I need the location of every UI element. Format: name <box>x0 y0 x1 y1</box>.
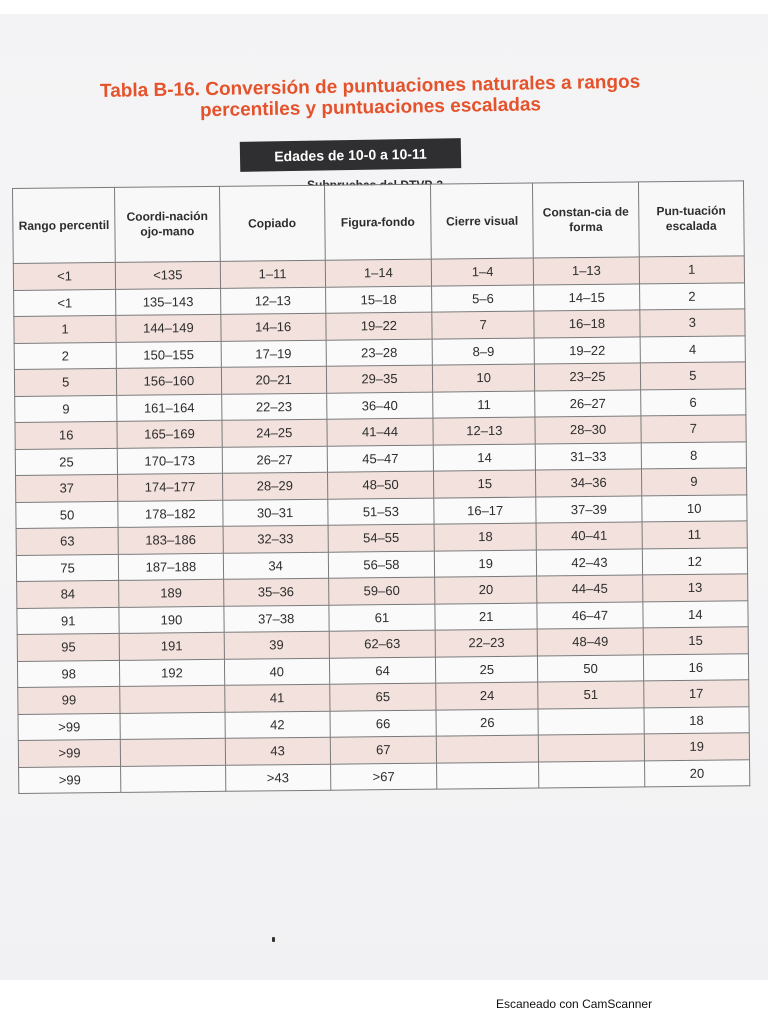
header-coordinacion-ojo-mano: Coordi-nación ojo-mano <box>115 186 220 262</box>
cell-coordinacion: 189 <box>119 579 224 607</box>
cell-coordinacion: 161–164 <box>117 394 222 422</box>
cell-figura-fondo: 36–40 <box>326 392 433 420</box>
cell-copiado: 22–23 <box>221 393 327 421</box>
cell-constancia-forma <box>538 707 644 735</box>
cell-copiado: 43 <box>225 737 331 765</box>
cell-rango-percentil: 50 <box>16 501 119 529</box>
cell-rango-percentil: >99 <box>19 766 122 794</box>
cell-coordinacion: 144–149 <box>116 314 221 342</box>
cell-rango-percentil: 16 <box>15 421 118 449</box>
cell-coordinacion: 150–155 <box>116 341 221 369</box>
cell-cierre-visual <box>437 762 540 790</box>
cell-cierre-visual: 22–23 <box>435 629 538 657</box>
cell-coordinacion: 191 <box>119 632 224 660</box>
cell-coordinacion: 174–177 <box>118 473 223 501</box>
cell-coordinacion: 135–143 <box>116 288 221 316</box>
cell-cierre-visual: 18 <box>434 523 537 551</box>
cell-figura-fondo: 56–58 <box>328 551 435 579</box>
cell-copiado: 17–19 <box>221 340 327 368</box>
header-puntuacion-escalada: Pun-tuación escalada <box>638 181 744 257</box>
cell-figura-fondo: 64 <box>329 657 436 685</box>
header-rango-percentil: Rango percentil <box>13 187 116 263</box>
cell-figura-fondo: 59–60 <box>328 577 435 605</box>
cell-puntuacion-escalada: 10 <box>641 494 747 522</box>
header-constancia-de-forma: Constan-cia de forma <box>533 182 639 258</box>
age-banner: Edades de 10-0 a 10-11 <box>240 138 461 172</box>
cell-copiado: 40 <box>224 658 330 686</box>
cell-rango-percentil: <1 <box>14 289 117 317</box>
conversion-table <box>12 180 750 794</box>
cell-copiado: 24–25 <box>221 419 327 447</box>
cell-coordinacion: 190 <box>119 606 224 634</box>
cell-figura-fondo: 15–18 <box>325 286 432 314</box>
cell-constancia-forma: 1–13 <box>534 257 640 285</box>
cell-coordinacion: 170–173 <box>117 447 222 475</box>
cell-rango-percentil: <1 <box>13 262 116 290</box>
cell-copiado: 37–38 <box>223 605 329 633</box>
cell-copiado: 35–36 <box>223 578 329 606</box>
cell-copiado: >43 <box>225 764 331 792</box>
cell-puntuacion-escalada: 9 <box>641 468 747 496</box>
cell-puntuacion-escalada: 17 <box>643 680 749 708</box>
cell-figura-fondo: 29–35 <box>326 365 433 393</box>
cell-rango-percentil: 2 <box>14 342 117 370</box>
cell-constancia-forma: 31–33 <box>536 442 642 470</box>
cell-constancia-forma: 40–41 <box>536 522 642 550</box>
cell-rango-percentil: 5 <box>14 368 117 396</box>
cell-constancia-forma: 50 <box>538 654 644 682</box>
cell-figura-fondo: 45–47 <box>327 445 434 473</box>
cell-puntuacion-escalada: 14 <box>643 600 749 628</box>
cell-puntuacion-escalada: 15 <box>643 627 749 655</box>
cell-copiado: 42 <box>225 711 331 739</box>
cell-coordinacion: 165–169 <box>117 420 222 448</box>
cell-puntuacion-escalada: 2 <box>639 282 745 310</box>
cell-constancia-forma: 16–18 <box>534 310 640 338</box>
cell-figura-fondo: 67 <box>330 736 437 764</box>
cell-coordinacion: 192 <box>120 659 225 687</box>
cell-cierre-visual: 10 <box>432 364 535 392</box>
cell-puntuacion-escalada: 16 <box>643 653 749 681</box>
cell-puntuacion-escalada: 3 <box>639 309 745 337</box>
cell-rango-percentil: 63 <box>16 527 119 555</box>
cell-coordinacion: 178–182 <box>118 500 223 528</box>
cell-cierre-visual <box>436 735 539 763</box>
cell-cierre-visual: 25 <box>436 656 539 684</box>
cell-cierre-visual: 16–17 <box>434 497 537 525</box>
header-figura-fondo: Figura-fondo <box>324 184 431 260</box>
cell-copiado: 20–21 <box>221 366 327 394</box>
table-body <box>13 256 750 794</box>
cell-constancia-forma: 48–49 <box>538 628 644 656</box>
cell-rango-percentil: 1 <box>14 315 117 343</box>
conversion-table-wrapper <box>12 180 750 794</box>
cell-constancia-forma: 51 <box>538 681 644 709</box>
cell-cierre-visual: 5–6 <box>432 285 535 313</box>
cell-figura-fondo: 1–14 <box>325 259 432 287</box>
cell-constancia-forma <box>539 760 645 788</box>
cell-cierre-visual: 11 <box>433 391 536 419</box>
cell-copiado: 28–29 <box>222 472 328 500</box>
cell-coordinacion: 156–160 <box>117 367 222 395</box>
cell-puntuacion-escalada: 5 <box>640 362 746 390</box>
cell-cierre-visual: 1–4 <box>431 258 534 286</box>
cell-puntuacion-escalada: 11 <box>642 521 748 549</box>
cell-constancia-forma: 37–39 <box>536 495 642 523</box>
header-copiado: Copiado <box>219 185 325 261</box>
cell-cierre-visual: 24 <box>436 682 539 710</box>
cell-copiado: 39 <box>224 631 330 659</box>
cell-copiado: 26–27 <box>222 446 328 474</box>
cell-figura-fondo: 51–53 <box>328 498 435 526</box>
cell-constancia-forma: 19–22 <box>534 336 640 364</box>
cell-puntuacion-escalada: 8 <box>641 441 747 469</box>
cell-constancia-forma <box>539 734 645 762</box>
cell-figura-fondo: 23–28 <box>326 339 433 367</box>
footer-area <box>0 980 768 1024</box>
cell-cierre-visual: 8–9 <box>432 338 535 366</box>
cell-constancia-forma: 26–27 <box>535 389 641 417</box>
cell-puntuacion-escalada: 13 <box>642 574 748 602</box>
cell-coordinacion <box>120 712 225 740</box>
cell-cierre-visual: 21 <box>435 603 538 631</box>
cell-coordinacion: 187–188 <box>119 553 224 581</box>
cell-rango-percentil: 37 <box>16 474 119 502</box>
cell-copiado: 12–13 <box>220 287 326 315</box>
cell-cierre-visual: 26 <box>436 709 539 737</box>
cell-figura-fondo: 61 <box>329 604 436 632</box>
cell-puntuacion-escalada: 20 <box>644 759 750 787</box>
cell-coordinacion: <135 <box>116 261 221 289</box>
cell-figura-fondo: 41–44 <box>327 418 434 446</box>
cell-figura-fondo: 54–55 <box>328 524 435 552</box>
cell-cierre-visual: 15 <box>434 470 537 498</box>
cell-figura-fondo: >67 <box>330 763 437 791</box>
title-line-2: percentiles y puntuaciones escaladas <box>199 94 542 122</box>
cell-puntuacion-escalada: 19 <box>644 733 750 761</box>
cell-rango-percentil: >99 <box>18 739 121 767</box>
header-row <box>13 181 745 264</box>
cell-puntuacion-escalada: 12 <box>642 547 748 575</box>
title-line-1: Tabla B-16. Conversión de puntuaciones naturales a rangos <box>99 71 641 102</box>
cell-figura-fondo: 65 <box>330 683 437 711</box>
cell-puntuacion-escalada: 18 <box>644 706 750 734</box>
cell-puntuacion-escalada: 6 <box>640 388 746 416</box>
cell-figura-fondo: 62–63 <box>329 630 436 658</box>
cell-figura-fondo: 66 <box>330 710 437 738</box>
cell-copiado: 34 <box>223 552 329 580</box>
cell-coordinacion <box>121 765 226 793</box>
cell-figura-fondo: 19–22 <box>326 312 433 340</box>
cell-copiado: 30–31 <box>222 499 328 527</box>
cell-constancia-forma: 46–47 <box>537 601 643 629</box>
cell-constancia-forma: 42–43 <box>537 548 643 576</box>
cell-constancia-forma: 14–15 <box>534 283 640 311</box>
cell-cierre-visual: 19 <box>434 550 537 578</box>
cell-coordinacion: 183–186 <box>118 526 223 554</box>
cell-puntuacion-escalada: 7 <box>641 415 747 443</box>
cell-rango-percentil: 25 <box>15 448 118 476</box>
cell-figura-fondo: 48–50 <box>327 471 434 499</box>
cell-rango-percentil: 99 <box>18 686 121 714</box>
cell-copiado: 14–16 <box>220 313 326 341</box>
cell-cierre-visual: 20 <box>435 576 538 604</box>
cell-rango-percentil: 95 <box>17 633 120 661</box>
cell-puntuacion-escalada: 1 <box>639 256 745 284</box>
cell-copiado: 1–11 <box>220 260 326 288</box>
cell-rango-percentil: 75 <box>16 554 119 582</box>
cell-constancia-forma: 28–30 <box>535 416 641 444</box>
cell-coordinacion <box>121 738 226 766</box>
header-cierre-visual: Cierre visual <box>431 183 534 259</box>
scanner-watermark: Escaneado con CamScanner <box>496 997 653 1011</box>
cell-rango-percentil: 98 <box>17 660 120 688</box>
cell-rango-percentil: 9 <box>15 395 118 423</box>
cell-copiado: 32–33 <box>223 525 329 553</box>
cell-coordinacion <box>120 685 225 713</box>
cell-rango-percentil: >99 <box>18 713 121 741</box>
cell-constancia-forma: 44–45 <box>537 575 643 603</box>
cell-rango-percentil: 84 <box>17 580 120 608</box>
cell-cierre-visual: 14 <box>433 444 536 472</box>
cell-copiado: 41 <box>224 684 330 712</box>
stray-mark <box>272 937 275 942</box>
cell-constancia-forma: 23–25 <box>535 363 641 391</box>
cell-constancia-forma: 34–36 <box>536 469 642 497</box>
cell-puntuacion-escalada: 4 <box>640 335 746 363</box>
cell-cierre-visual: 7 <box>432 311 535 339</box>
cell-rango-percentil: 91 <box>17 607 120 635</box>
cell-cierre-visual: 12–13 <box>433 417 536 445</box>
top-margin <box>0 0 768 14</box>
